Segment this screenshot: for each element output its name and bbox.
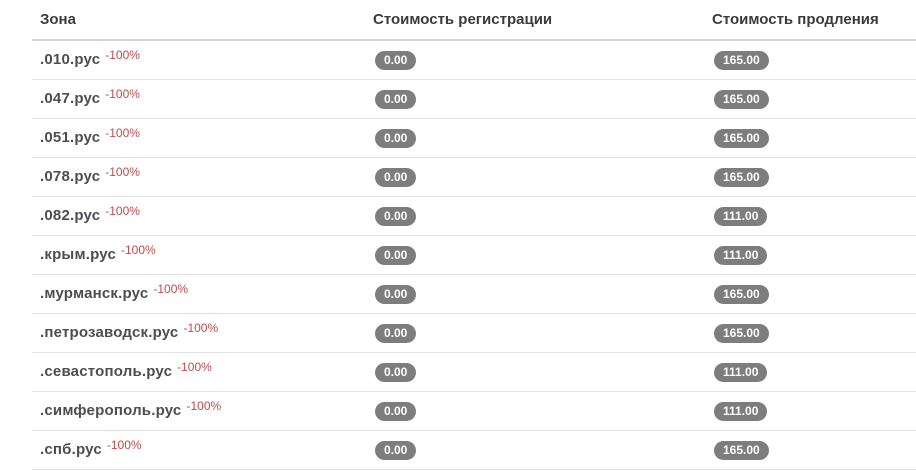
registration-price-badge: 0.00 (375, 363, 416, 382)
registration-price-cell (373, 363, 712, 382)
registration-price-cell (373, 285, 712, 304)
zone-cell (32, 87, 373, 108)
table-row (32, 41, 916, 80)
zone-name: .симферополь.рус (40, 402, 182, 419)
table-row (32, 158, 916, 197)
zone-name: .мурманск.рус (40, 285, 149, 302)
registration-price-badge: 0.00 (375, 285, 416, 304)
registration-price-cell (373, 441, 712, 460)
renewal-price-badge: 111.00 (714, 207, 767, 226)
registration-price-badge: 0.00 (375, 129, 416, 148)
zone-name: .спб.рус (40, 441, 102, 458)
discount-label: -100% (105, 165, 140, 179)
renewal-price-badge: 165.00 (714, 90, 769, 109)
registration-price-cell (373, 90, 712, 109)
zone-name: .082.рус (40, 207, 101, 224)
renewal-price-cell (712, 246, 916, 265)
registration-price-badge: 0.00 (375, 207, 416, 226)
renewal-price-badge: 165.00 (714, 441, 769, 460)
registration-price-cell (373, 129, 712, 148)
renewal-price-badge: 165.00 (714, 324, 769, 343)
table-row (32, 275, 916, 314)
renewal-price-badge: 165.00 (714, 129, 769, 148)
zone-name: .севастополь.рус (40, 363, 173, 380)
zone-cell (32, 126, 373, 147)
zone-cell (32, 321, 373, 342)
zone-cell (32, 399, 373, 420)
registration-price-cell (373, 207, 712, 226)
discount-label: -100% (105, 204, 140, 218)
zone-name: .петрозаводск.рус (40, 324, 179, 341)
zone-cell (32, 282, 373, 303)
registration-price-badge: 0.00 (375, 441, 416, 460)
table-header-row (32, 0, 916, 41)
renewal-price-cell (712, 402, 916, 421)
registration-price-badge: 0.00 (375, 168, 416, 187)
column-header-zone: Зона (40, 11, 76, 28)
discount-label: -100% (153, 282, 189, 296)
discount-label: -100% (105, 87, 140, 101)
table-row (32, 353, 916, 392)
zone-name: .078.рус (40, 168, 101, 185)
renewal-price-cell (712, 51, 916, 70)
zone-name: .051.рус (40, 129, 101, 146)
renewal-price-badge: 165.00 (714, 285, 769, 304)
renewal-price-cell (712, 168, 916, 187)
registration-price-cell (373, 402, 712, 421)
discount-label: -100% (105, 48, 140, 62)
renewal-price-badge: 111.00 (714, 402, 767, 421)
renewal-price-cell (712, 285, 916, 304)
registration-price-badge: 0.00 (375, 90, 416, 109)
discount-label: -100% (177, 360, 212, 374)
table-body (32, 41, 916, 470)
zone-cell (32, 243, 373, 264)
discount-label: -100% (186, 399, 222, 413)
column-header-renewal-price: Стоимость продления (712, 11, 879, 28)
renewal-price-cell (712, 90, 916, 109)
discount-label: -100% (106, 438, 142, 452)
registration-price-cell (373, 324, 712, 343)
renewal-price-cell (712, 207, 916, 226)
renewal-price-badge: 165.00 (714, 168, 769, 187)
zone-name: .010.рус (40, 51, 101, 68)
zone-name: .047.рус (40, 90, 101, 107)
discount-label: -100% (183, 321, 219, 335)
registration-price-badge: 0.00 (375, 246, 416, 265)
table-row (32, 431, 916, 470)
table-row (32, 197, 916, 236)
discount-label: -100% (105, 126, 140, 140)
zone-cell (32, 360, 373, 381)
table-row (32, 119, 916, 158)
table-row (32, 392, 916, 431)
zone-cell (32, 204, 373, 225)
zone-cell (32, 165, 373, 186)
renewal-price-badge: 111.00 (714, 363, 767, 382)
registration-price-cell (373, 168, 712, 187)
registration-price-cell (373, 51, 712, 70)
table-row (32, 80, 916, 119)
column-header-registration-price: Стоимость регистрации (373, 11, 553, 28)
registration-price-badge: 0.00 (375, 324, 416, 343)
renewal-price-cell (712, 363, 916, 382)
renewal-price-cell (712, 129, 916, 148)
zone-cell (32, 48, 373, 69)
zone-cell (32, 438, 373, 459)
registration-price-cell (373, 246, 712, 265)
renewal-price-cell (712, 324, 916, 343)
registration-price-badge: 0.00 (375, 51, 416, 70)
renewal-price-badge: 165.00 (714, 51, 769, 70)
table-row (32, 314, 916, 353)
renewal-price-cell (712, 441, 916, 460)
discount-label: -100% (121, 243, 156, 257)
table-row (32, 236, 916, 275)
zone-name: .крым.рус (40, 246, 116, 263)
registration-price-badge: 0.00 (375, 402, 416, 421)
renewal-price-badge: 111.00 (714, 246, 767, 265)
